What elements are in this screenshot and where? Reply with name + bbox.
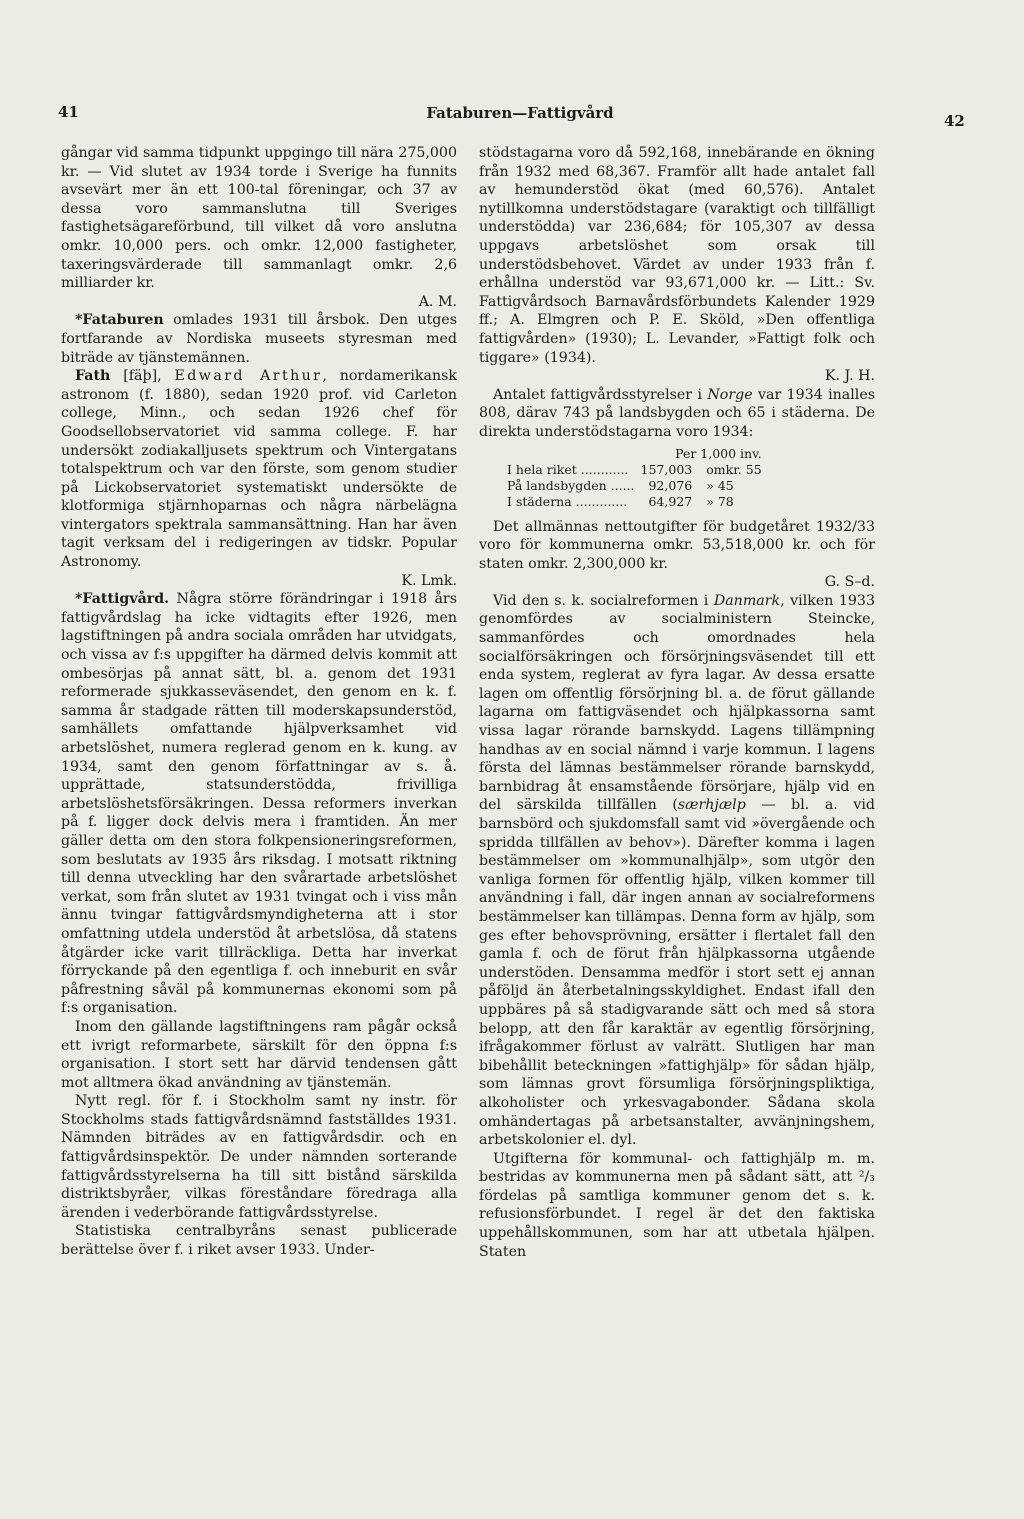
row-per-thousand: » 78 <box>706 493 734 509</box>
row-per-thousand: omkr. 55 <box>706 461 762 477</box>
table-row <box>507 494 768 510</box>
page-number-right: 42 <box>944 112 965 130</box>
row-label: I hela riket ............ <box>507 461 629 477</box>
table-row <box>507 462 768 478</box>
left-column <box>61 144 457 1260</box>
row-count: 157,003 <box>640 461 693 477</box>
paragraph: Antalet fattigvårdsstyrelser i Norge var 1934 inalles 808, därav 743 på landsbygden och 65 i städerna. De direkta understödstagarna voro 1934: <box>479 386 875 440</box>
signature: G. S–d. <box>824 574 875 591</box>
paragraph: Utgifterna för kommunal- och fattighjälp m. m. bestridas av kommunerna men på sådant sätt, att ²/₃ fördelas på samtliga kommuner genom det s. k. refusionsförbundet. I regel är det den faktiska uppehållskommunen, som har att utbetala hjälpen. Staten <box>479 1150 875 1260</box>
entry-fath: Fath [fäþ], Edward Arthur, nordamerikansk astronom (f. 1880), sedan 1920 prof. vid Carleton college, Minn., och sedan 1926 chef för Goodsellobservatoriet vid samma college. F. har undersökt zodiakalljusets spektrum och Vintergatans totalspektrum och var den förste, som genom studier på Lickobservatoriet systematiskt undersökte de klotformiga stjärnhoparnas och några närbelägna vintergators spektrala sammansättning. Han har även tagit verksam del i redigeringen av tidskr. Popular Astronomy. K. Lmk. <box>61 368 457 589</box>
stats-table <box>507 446 768 510</box>
column-header: Per 1,000 inv. <box>675 445 762 461</box>
page-number-left: 41 <box>58 103 79 121</box>
entry-fattigvard: *Fattigvård. Några större förändringar i 1918 års fattigvårdslag ha icke vidtagits efter 1926, men lagstiftningen på andra sociala områden har utvidgats, och vissa av f:s uppgifter ha därmed delvis kommit att ombesörjas på annat sätt, bl. a. genom det 1931 reformerade sjukkasseväsendet, den genom en k. f. samma år stadgade rätten till moderskapsunderstöd, samhällets omfattande hjälpverksamhet vid arbetslöshet, numera reglerad genom en k. kung. av 1934, samt den genom författningar av s. å. upprättade, statsunderstödda, frivilliga arbetslöshetsförsäkringen. Dessa reformers inverkan på f. ligger dock delvis mera i framtiden. Än mer gäller detta om den stora folkpensioneringsreformen, som beslutats av 1935 års riksdag. I motsatt riktning till denna utveckling har den svårartade arbetslöshet verkat, som från slutet av 1931 tvingat och i viss mån ännu tvingar fattigvårdsmyndigheterna att i stor omfattning utdela understöd åt arbetslösa, då statens åtgärder icke varit tillräckliga. Detta har inverkat förryckande på den egentliga f. och inneburit en svår påfrestning såväl på kommunernas ekonomi som på f:s organisation. <box>61 591 457 1017</box>
paragraph: Statistiska centralbyråns senast publicerade berättelse över f. i riket avser 1933. Under- <box>61 1223 457 1259</box>
person-name: Edward Arthur <box>174 368 323 385</box>
signature: A. M. <box>418 293 457 310</box>
right-column <box>479 144 875 1261</box>
signature: K. J. H. <box>824 368 875 385</box>
entry-headword: *Fattigvård. <box>75 591 170 608</box>
row-per-thousand: » 45 <box>706 477 734 493</box>
paragraph: Det allmännas nettoutgifter för budgetåret 1932/33 voro för kommunerna omkr. 53,518,000 kr. och för staten omkr. 2,300,000 kr. G. S–d. <box>479 518 875 591</box>
paragraph: gångar vid samma tidpunkt uppgingo till nära 275,000 kr. — Vid slutet av 1934 torde i Sverige ha funnits avsevärt mer än ett 100-tal föreningar, och 37 av dessa voro sammanslutna till Sveriges fastighetsägareförbund, till vilket då voro anslutna omkr. 10,000 pers. och omkr. 12,000 fastigheter, taxeringsvärderade till sammanlagt omkr. 2,6 milliarder kr. A. M. <box>61 145 457 310</box>
running-head: Fataburen—Fattigvård <box>426 104 614 122</box>
signature: K. Lmk. <box>401 572 457 589</box>
row-count: 92,076 <box>648 477 693 493</box>
paragraph: stödstagarna voro då 592,168, innebärande en ökning från 1932 med 68,367. Framför allt hade antalet fall av hemunderstöd ökat (med 60,576). Antalet nytillkomna understödstagare (varaktigt och tillfälligt understödda) var 236,684; för 105,307 av dessa uppgavs arbetslöshet som orsak till understödsbehovet. Värdet av under 1933 från f. erhållna understöd var 93,671,000 kr. — Litt.: Sv. Fattigvårdsoch Barnavårdsförbundets Kalender 1929 ff.; A. Elmgren och P. E. Sköld, »Den offentliga fattigvården» (1930); L. Levander, »Fattigt folk och tiggare» (1934). K. J. H. <box>479 145 875 385</box>
entry-headword: *Fataburen <box>75 312 164 329</box>
entry-headword: Fath <box>75 368 111 385</box>
row-label: På landsbygden ...... <box>507 477 635 493</box>
table-header-row <box>507 446 768 462</box>
row-label: I städerna ............. <box>507 493 628 509</box>
entry-fataburen: *Fataburen omlades 1931 till årsbok. Den utges fortfarande av Nordiska museets styresman med biträde av tjänstemännen. <box>61 312 457 366</box>
row-count: 64,927 <box>648 493 693 509</box>
paragraph: Inom den gällande lagstiftningens ram pågår också ett ivrigt reformarbete, särskilt för den öppna f:s organisation. I stort sett har därvid tendensen gått mot alltmera ökad användning av tjänstemän. <box>61 1018 457 1091</box>
paragraph: Vid den s. k. socialreformen i Danmark, vilken 1933 genomfördes av socialministern Steincke, sammanfördes och omordnades hela socialförsäkringen och försörjningsväsendet till ett enda system, reglerat av fyra lagar. Av dessa ersatte lagen om offentlig försörjning bl. a. de förut gällande lagarna om fattigväsendet och hjälpkassorna samt vissa lagar rörande barnskydd. Lagens tillämpning handhas av en social nämnd i varje kommun. I lagens första del lämnas bestämmelser rörande barnskydd, barnbidrag åt ensamstående försörjare, hjälp vid en del särskilda tillfällen (særhjælp — bl. a. vid barnsbörd och sjukdomsfall samt vid »övergående och spridda tillfällen av behov»). Därefter komma i lagen bestämmelser om »kommunalhjälp», som utgör den vanliga formen för offentlig hjälp, vilken kommer till användning i fall, där ingen annan av socialreformens bestämmelser kan tillämpas. Denna form av hjälp, som ges efter behovsprövning, ersätter i flertalet fall den gamla f. och de förut från hjälpkassorna utgående understöden. Densamma medför i stort sett ej annan påföljd än återbetalningsskyldighet. Endast ifall den uppbäres på så stadigvarande sätt och med så stora belopp, att den får karaktär av egentlig försörjning, ifrågakommer förlust av valrätt. Slutligen har man bibehållit beteckningen »fattighjälp» för sådan hjälp, som lämnas grovt försumliga försörjningspliktiga, alkoholister och yrkesvagabonder. Sådana skola omhändertagas på arbetsanstalter, avvänjningshem, arbetskolonier el. dyl. <box>479 592 875 1149</box>
paragraph: Nytt regl. för f. i Stockholm samt ny instr. för Stockholms stads fattigvårdsnämnd fastställdes 1931. Nämnden biträdes av en fattigvårdsdir. och en fattigvårdsinspektör. De under nämnden sorterande fattigvårdsstyrelserna ha till sitt bistånd särskilda distriktsbyråer, vilkas föreståndare föredraga alla ärenden i vederbörande fattigvårdsstyrelse. <box>61 1093 457 1221</box>
table-row <box>507 478 768 494</box>
